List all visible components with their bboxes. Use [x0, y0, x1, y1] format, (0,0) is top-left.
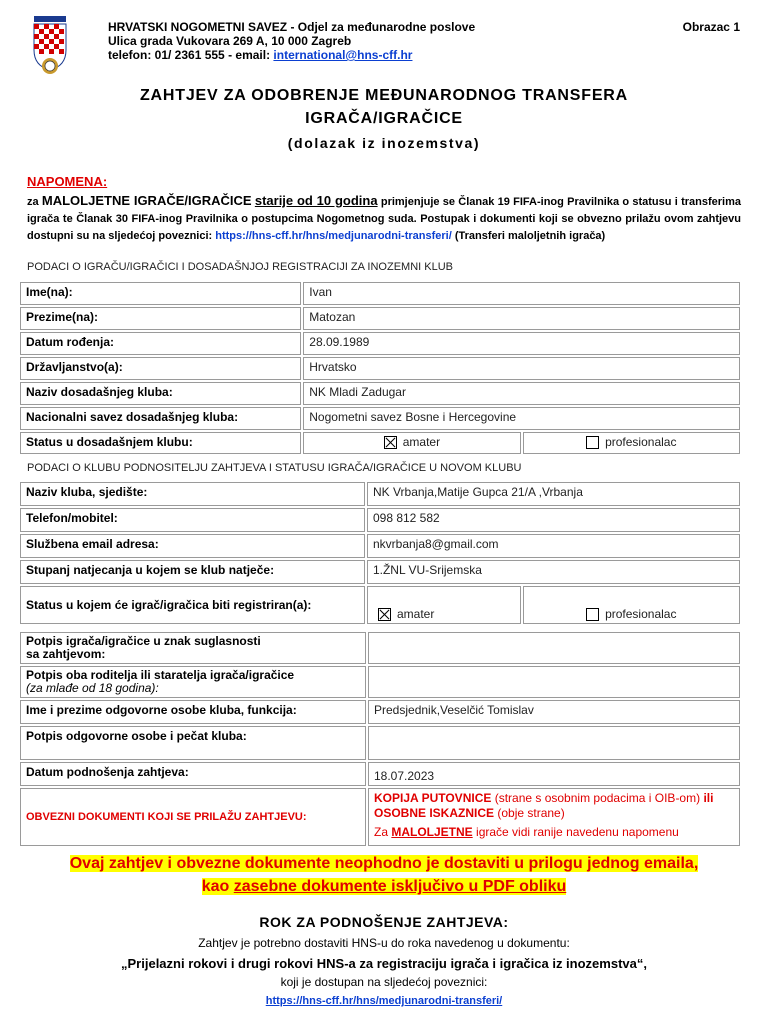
field-first-name[interactable]: Ivan — [303, 282, 740, 305]
label-previous-club: Naziv dosadašnjeg kluba: — [20, 382, 301, 405]
deadline-line-1: Zahtjev je potrebno dostaviti HNS-u do roka navedenog u dokumentu: — [198, 936, 570, 950]
title-subtitle: (dolazak iz inozemstva) — [287, 135, 481, 151]
note-label: NAPOMENA: — [27, 174, 108, 189]
label-citizenship: Državljanstvo(a): — [20, 357, 301, 380]
label-parents-signature: Potpis oba roditelja ili staratelja igrača/igračice (za mlađe od 18 godina): — [20, 666, 366, 698]
label-phone: Telefon/mobitel: — [20, 508, 365, 532]
deadline-link[interactable]: https://hns-cff.hr/hns/medjunarodni-transferi/ — [265, 995, 503, 1007]
player-info-table — [18, 280, 742, 456]
checkbox-checked-icon[interactable] — [384, 436, 397, 449]
label-last-name: Prezime(na): — [20, 307, 301, 330]
option-amater-prev[interactable]: amater — [303, 432, 520, 454]
label-submission-date: Datum podnošenja zahtjeva: — [20, 762, 366, 786]
deadline-line-2: „Prijelazni rokovi i drugi rokovi HNS-a za registraciju igrača i igračica iz inozemstva“, — [121, 956, 647, 971]
field-parents-signature[interactable] — [368, 666, 740, 698]
label-email: Službena email adresa: — [20, 534, 365, 558]
label-birth-date: Datum rođenja: — [20, 332, 301, 355]
field-last-name[interactable]: Matozan — [303, 307, 740, 330]
label-national-fa: Nacionalni savez dosadašnjeg kluba: — [20, 407, 301, 430]
label-new-status: Status u kojem će igrač/igračica biti registriran(a): — [20, 586, 365, 624]
email-link[interactable]: international@hns-cff.hr — [273, 48, 413, 62]
section1-heading: PODACI O IGRAČU/IGRAČICI I DOSADAŠNJOJ REGISTRACIJI ZA INOZEMNI KLUB — [27, 261, 454, 273]
field-competition[interactable]: 1.ŽNL VU-Srijemska — [367, 560, 740, 584]
org-line: HRVATSKI NOGOMETNI SAVEZ - Odjel za međunarodne poslove — [108, 20, 476, 34]
field-club-stamp[interactable] — [368, 726, 740, 760]
deadline-line-3: koji je dostupan na sljedećoj poveznici: — [280, 975, 488, 989]
checkbox-checked-icon[interactable] — [378, 608, 391, 621]
option-prof-new[interactable]: profesionalac — [523, 586, 740, 624]
field-citizenship[interactable]: Hrvatsko — [303, 357, 740, 380]
option-prof-prev[interactable]: profesionalac — [523, 432, 740, 454]
signatures-table — [18, 630, 742, 848]
note-text: za MALOLJETNE IGRAČE/IGRAČICE starije od 10 godina primjenjuje se Članak 19 FIFA-inog Pravilnika o statusu i transferima igrača te Članak 30 FIFA-inog Pravilnika o postupcima Nogometnog suda. Postupak i dokumenti koji se obvezno prilažu ovom zahtjevu dostupni su na sljedećoj poveznici: https://hns-cff.hr/hns/medjunarodni-transferi/ (Transferi maloljetnih igrača) — [27, 193, 741, 242]
label-player-signature: Potpis igrača/igračice u znak suglasnosti sa zahtjevom: — [20, 632, 366, 664]
required-docs-text: KOPIJA PUTOVNICE (strane s osobnim podacima i OIB-om) ili OSOBNE ISKAZNICE (obje strane) Za MALOLJETNE igrače vidi ranije navedenu napomenu — [368, 788, 740, 846]
label-competition: Stupanj natjecanja u kojem se klub natječe: — [20, 560, 365, 584]
note-link[interactable]: https://hns-cff.hr/hns/medjunarodni-transferi/ — [215, 230, 452, 242]
contact-line: telefon: 01/ 2361 555 - email: international@hns-cff.hr — [108, 48, 413, 62]
pdf-notice-line-1: Ovaj zahtjev i obvezne dokumente neophodno je dostaviti u prilogu jednog emaila, — [69, 855, 699, 872]
label-responsible-person: Ime i prezime odgovorne osobe kluba, funkcija: — [20, 700, 366, 724]
title-line-1: ZAHTJEV ZA ODOBRENJE MEĐUNARODNOG TRANSFERA — [139, 87, 629, 104]
pdf-notice-line-2: kao zasebne dokumente isključivo u PDF obliku — [201, 878, 567, 895]
label-required-docs: OBVEZNI DOKUMENTI KOJI SE PRILAŽU ZAHTJEVU: — [20, 788, 366, 846]
address-line: Ulica grada Vukovara 269 A, 10 000 Zagreb — [108, 34, 352, 48]
label-club-name: Naziv kluba, sjedište: — [20, 482, 365, 506]
field-submission-date[interactable]: 18.07.2023 — [368, 762, 740, 786]
label-previous-status: Status u dosadašnjem klubu: — [20, 432, 301, 454]
label-first-name: Ime(na): — [20, 282, 301, 305]
checkbox-empty-icon[interactable] — [586, 436, 599, 449]
field-player-signature[interactable] — [368, 632, 740, 664]
field-phone[interactable]: 098 812 582 — [367, 508, 740, 532]
deadline-link-row — [0, 993, 768, 1007]
label-club-stamp: Potpis odgovorne osobe i pečat kluba: — [20, 726, 366, 760]
option-amater-new[interactable]: amater — [367, 586, 521, 624]
title-line-2: IGRAČA/IGRAČICE — [305, 110, 463, 127]
field-national-fa[interactable]: Nogometni savez Bosne i Hercegovine — [303, 407, 740, 430]
field-responsible-person[interactable]: Predsjednik,Veselčić Tomislav — [368, 700, 740, 724]
section2-heading: PODACI O KLUBU PODNOSITELJU ZAHTJEVA I STATUSU IGRAČA/IGRAČICE U NOVOM KLUBU — [27, 462, 522, 474]
field-email[interactable]: nkvrbanja8@gmail.com — [367, 534, 740, 558]
club-info-table — [18, 480, 742, 626]
hns-crest-logo — [30, 16, 70, 78]
field-birth-date[interactable]: 28.09.1989 — [303, 332, 740, 355]
form-number: Obrazac 1 — [682, 20, 740, 34]
field-previous-club[interactable]: NK Mladi Zadugar — [303, 382, 740, 405]
header-block — [108, 20, 475, 62]
field-club-name[interactable]: NK Vrbanja,Matije Gupca 21/A ,Vrbanja — [367, 482, 740, 506]
deadline-heading: ROK ZA PODNOŠENJE ZAHTJEVA: — [259, 914, 509, 930]
checkbox-empty-icon[interactable] — [586, 608, 599, 621]
